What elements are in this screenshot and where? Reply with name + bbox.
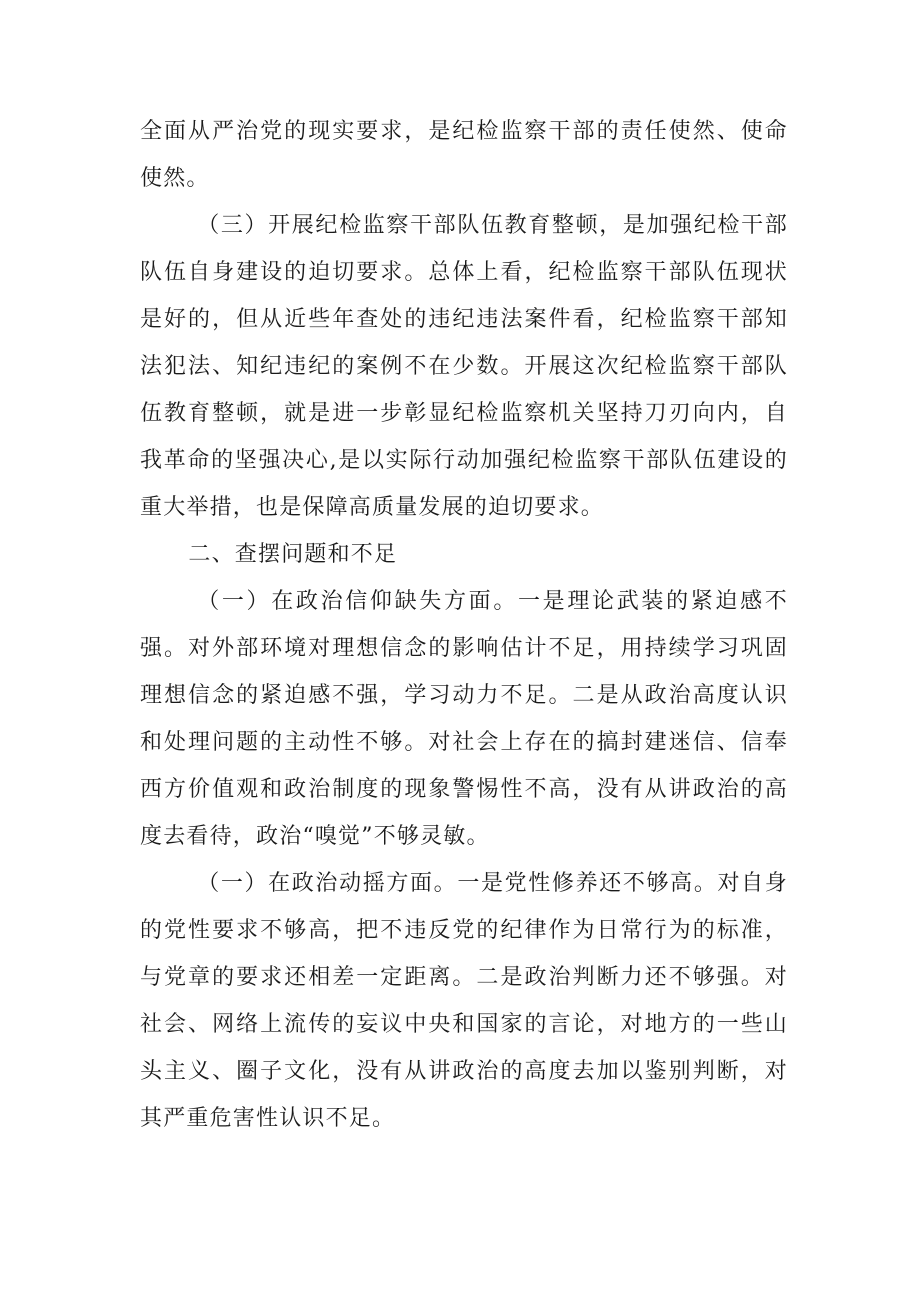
paragraph-continuation: 全面从严治党的现实要求，是纪检监察干部的责任使然、使命使然。	[140, 119, 788, 191]
document-body	[140, 108, 788, 1142]
paragraph-political-belief: （一）在政治信仰缺失方面。一是理论武装的紧迫感不强。对外部环境对理想信念的影响估计不足，用持续学习巩固理想信念的紧迫感不强，学习动力不足。二是从政治高度认识和处理问题的主动性不够。对社会上存在的搞封建迷信、信奉西方价值观和政治制度的现象警惕性不高，没有从讲政治的高度去看待，政治“嗅觉”不够灵敏。	[140, 589, 788, 849]
section-heading-two: 二、查摆问题和不足	[188, 542, 398, 567]
paragraph-section-three: （三）开展纪检监察干部队伍教育整顿，是加强纪检干部队伍自身建设的迫切要求。总体上看，纪检监察干部队伍现状是好的，但从近些年查处的违纪违法案件看，纪检监察干部知法犯法、知纪违纪的案例不在少数。开展这次纪检监察干部队伍教育整顿，就是进一步彰显纪检监察机关坚持刀刃向内，自我革命的坚强决心,是以实际行动加强纪检监察干部队伍建设的重大举措，也是保障高质量发展的迫切要求。	[140, 213, 788, 520]
paragraph-political-wavering: （一）在政治动摇方面。一是党性修养还不够高。对自身的党性要求不够高，把不违反党的纪律作为日常行为的标准，与党章的要求还相差一定距离。二是政治判断力还不够强。对社会、网络上流传的妄议中央和国家的言论，对地方的一些山头主义、圈子文化，没有从讲政治的高度去加以鉴别判断，对其严重危害性认识不足。	[140, 871, 788, 1131]
